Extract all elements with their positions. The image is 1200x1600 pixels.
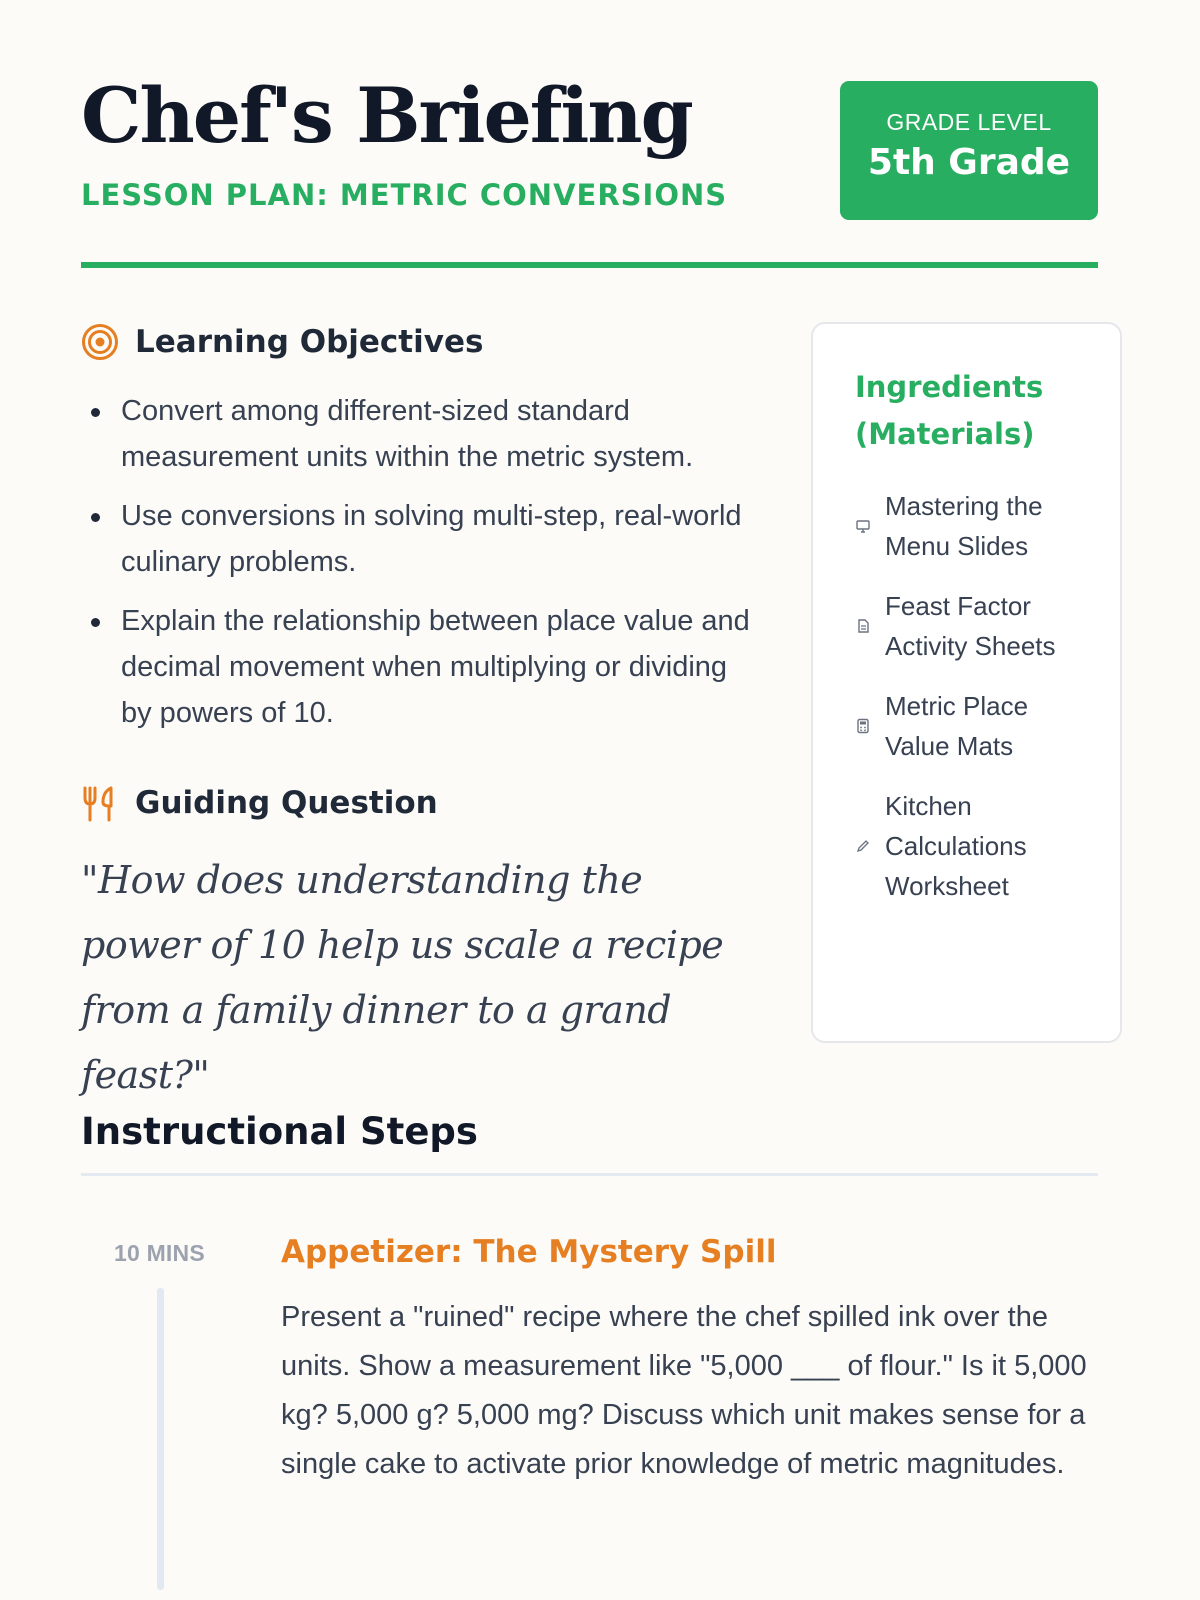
objectives-list <box>81 388 761 749</box>
instructional-steps-heading: Instructional Steps <box>81 1110 1098 1176</box>
timeline-bar <box>157 1288 164 1590</box>
objective-item: Convert among different-sized standard measurement units within the metric system. <box>81 388 761 480</box>
page-subtitle: LESSON PLAN: METRIC CONVERSIONS <box>81 178 728 212</box>
calculator-icon <box>855 718 871 734</box>
pencil-icon <box>855 838 871 854</box>
objective-item: Use conversions in solving multi-step, real-world culinary problems. <box>81 493 761 585</box>
step-title: Appetizer: The Mystery Spill <box>281 1234 777 1270</box>
material-label: Feast Factor Activity Sheets <box>885 591 1056 661</box>
material-label: Kitchen Calculations Worksheet <box>885 791 1027 901</box>
fork-knife-icon <box>81 784 119 822</box>
grade-level-label: GRADE LEVEL <box>886 109 1052 135</box>
step-duration: 10 MINS <box>114 1240 205 1266</box>
step-description: Present a "ruined" recipe where the chef spilled ink over the units. Show a measurement like "5,000 ___ of flour." Is it 5,000 kg? 5,000 g? 5,000 mg? Discuss which unit makes sense for a single cake to activate prior knowledge of metric magnitudes. <box>281 1301 1087 1480</box>
material-item <box>855 586 1090 666</box>
material-label: Mastering the Menu Slides <box>885 491 1043 561</box>
grade-level-badge <box>840 81 1098 220</box>
grade-level-value: 5th Grade <box>867 142 1071 183</box>
guiding-question-heading-text: Guiding Question <box>135 785 438 821</box>
material-label: Metric Place Value Mats <box>885 691 1029 761</box>
objectives-heading <box>81 323 483 361</box>
material-item <box>855 486 1090 566</box>
objective-item: Explain the relationship between place value and decimal movement when multiplying or dividing by powers of 10. <box>81 598 761 736</box>
materials-list <box>855 486 1090 906</box>
target-icon <box>81 323 119 361</box>
guiding-question-heading <box>81 784 438 822</box>
page-title: Chef's Briefing <box>81 71 692 160</box>
material-item <box>855 686 1090 766</box>
guiding-question-text: "How does understanding the power of 10 help us scale a recipe from a family dinner to a grand feast?" <box>81 858 724 1097</box>
objectives-heading-text: Learning Objectives <box>135 324 484 360</box>
presentation-icon <box>855 518 871 534</box>
materials-title: Ingredients (Materials) <box>855 370 1044 451</box>
document-icon <box>855 618 871 634</box>
materials-card <box>811 322 1122 1043</box>
material-item <box>855 786 1090 906</box>
header <box>81 0 1098 268</box>
